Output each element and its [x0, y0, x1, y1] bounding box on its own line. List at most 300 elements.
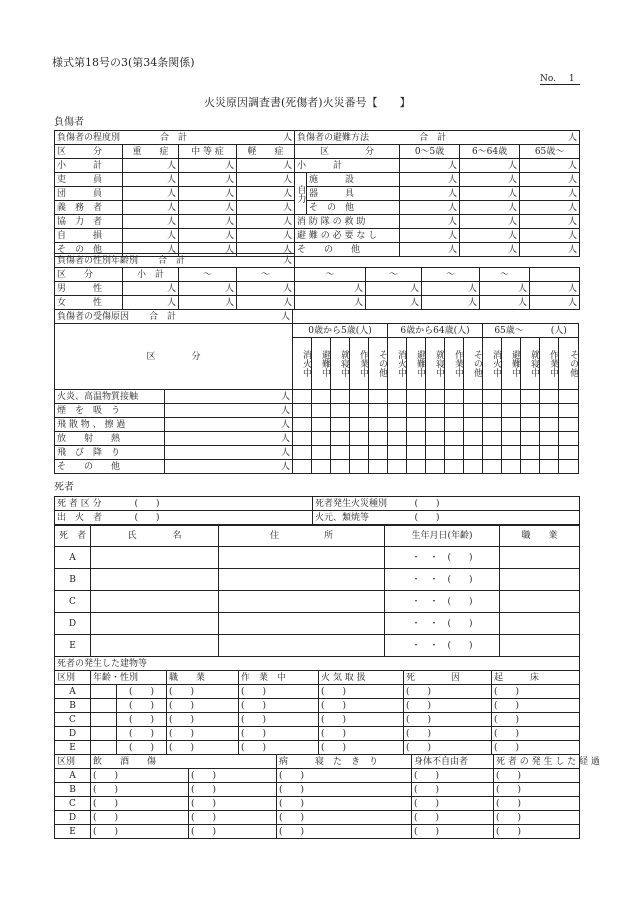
- record-number-label: No.: [540, 74, 556, 84]
- fire-handling-field[interactable]: ( ): [319, 685, 404, 699]
- fire-handling-field[interactable]: ( ): [319, 713, 404, 727]
- value-cell[interactable]: 人: [237, 282, 295, 296]
- table-row: [55, 811, 580, 825]
- working-field[interactable]: ( ): [239, 727, 319, 741]
- address-field[interactable]: [219, 613, 385, 635]
- header-cell: 起 床: [492, 671, 580, 685]
- fire-handling-field[interactable]: ( ): [319, 741, 404, 755]
- header-cell: 重 症: [123, 145, 179, 159]
- row-label: 飛 散 物 、 擦 過: [55, 418, 165, 432]
- value-cell[interactable]: 人: [237, 215, 295, 229]
- circumstance-field[interactable]: ( ): [494, 797, 580, 811]
- activity-header: 作業中: [445, 338, 464, 390]
- value-cell[interactable]: 人: [400, 187, 460, 201]
- cause-title: 負傷者の受傷原因 合 計 人: [55, 310, 293, 324]
- person-id: D: [55, 613, 91, 635]
- gender-title-row: [55, 254, 580, 268]
- value-cell[interactable]: 人: [520, 243, 580, 257]
- row-label: 放 射 熱: [55, 432, 165, 446]
- address-field[interactable]: [219, 635, 385, 657]
- person-id: E: [55, 741, 91, 755]
- row-label: 団 員: [55, 187, 123, 201]
- cause-age-row: [55, 324, 579, 338]
- dob-field[interactable]: ・ ・ ( ): [385, 635, 500, 657]
- occupation-field[interactable]: ( ): [167, 727, 239, 741]
- value-cell[interactable]: 人: [123, 159, 179, 173]
- value-cell[interactable]: 人: [460, 229, 520, 243]
- activity-header: 作業中: [350, 338, 369, 390]
- value-cell[interactable]: 人: [165, 418, 293, 432]
- evac-title: 負傷者の避難方法 合 計 人: [295, 131, 580, 145]
- disability-field[interactable]: ( ): [412, 769, 494, 783]
- activity-header: 消火中: [293, 338, 312, 390]
- form-number: 様式第18号の3(第34条関係): [52, 56, 195, 69]
- person-id: A: [55, 769, 91, 783]
- row-label: そ の 他: [55, 243, 123, 257]
- value-cell[interactable]: 人: [179, 215, 237, 229]
- value-cell[interactable]: 人: [237, 187, 295, 201]
- age-group-header: 65歳～ (人): [483, 324, 579, 338]
- value-cell[interactable]: 人: [520, 215, 580, 229]
- table-row: [55, 390, 579, 404]
- header-cell: 病 寝 た き り: [277, 755, 412, 769]
- injury-field[interactable]: ( ): [189, 783, 277, 797]
- person-id: C: [55, 797, 91, 811]
- header-cell: 6～64歳: [460, 145, 520, 159]
- table-row: [55, 282, 580, 296]
- age-range-cell[interactable]: ～: [366, 268, 422, 282]
- bedridden-field[interactable]: ( ): [277, 797, 412, 811]
- awake-field[interactable]: ( ): [492, 727, 580, 741]
- person-row: [55, 613, 580, 635]
- dead-class-label: 死 者 区 分: [55, 497, 133, 511]
- age-field[interactable]: [91, 699, 117, 713]
- death-cause-field[interactable]: ( ): [404, 685, 492, 699]
- activity-header: その他: [369, 338, 388, 390]
- activity-header: 避難中: [312, 338, 331, 390]
- table-row: [55, 418, 579, 432]
- injury-field[interactable]: ( ): [189, 825, 277, 839]
- header-cell: 年齢・性別: [91, 671, 167, 685]
- value-cell[interactable]: 人: [520, 229, 580, 243]
- value-cell[interactable]: 人: [165, 390, 293, 404]
- header-cell: 区別: [55, 671, 91, 685]
- value-cell[interactable]: 人: [165, 404, 293, 418]
- value-cell[interactable]: 人: [480, 282, 530, 296]
- value-cell[interactable]: 人: [366, 282, 422, 296]
- value-cell[interactable]: 人: [179, 282, 237, 296]
- record-number-value: 1: [568, 74, 575, 84]
- dead-summary-table: [54, 496, 580, 525]
- death-cause-field[interactable]: ( ): [404, 727, 492, 741]
- row-label: そ の 他: [55, 460, 165, 474]
- row-label: 小 計: [55, 159, 123, 173]
- dead-class-field[interactable]: ( ): [133, 497, 313, 511]
- value-cell[interactable]: 人: [237, 243, 295, 257]
- drinking-field[interactable]: ( ): [91, 783, 189, 797]
- activity-header: 就寝中: [331, 338, 350, 390]
- value-cell[interactable]: 人: [366, 296, 422, 310]
- table-row: [55, 229, 580, 243]
- bedridden-field[interactable]: ( ): [277, 825, 412, 839]
- table-row: [55, 404, 579, 418]
- working-field[interactable]: ( ): [239, 713, 319, 727]
- row-label: 男 性: [55, 282, 123, 296]
- drinking-field[interactable]: ( ): [91, 811, 189, 825]
- table-row: [55, 460, 579, 474]
- value-cell[interactable]: 人: [460, 159, 520, 173]
- disability-field[interactable]: ( ): [412, 825, 494, 839]
- person-id: A: [55, 547, 91, 569]
- gender-header-row: [55, 268, 580, 282]
- address-field[interactable]: [219, 591, 385, 613]
- condition-header-row: [55, 755, 580, 769]
- self-evac-label: 自力: [295, 173, 307, 215]
- drinking-field[interactable]: ( ): [91, 825, 189, 839]
- row-label: そ の 他: [295, 243, 400, 257]
- header-cell: 作 業 中: [239, 671, 319, 685]
- age-range-cell[interactable]: ～: [480, 268, 530, 282]
- value-cell[interactable]: 人: [237, 159, 295, 173]
- age-field[interactable]: [91, 685, 117, 699]
- value-cell[interactable]: 人: [480, 296, 530, 310]
- value-cell[interactable]: 人: [400, 229, 460, 243]
- header-cell: 職 業: [167, 671, 239, 685]
- circumstance-field[interactable]: ( ): [494, 825, 580, 839]
- value-cell[interactable]: 人: [460, 215, 520, 229]
- row-label: 吏 員: [55, 173, 123, 187]
- cause-table: [54, 309, 579, 474]
- severity-title-row: [55, 131, 580, 145]
- value-cell[interactable]: 人: [179, 159, 237, 173]
- row-label: 器 具: [307, 187, 400, 201]
- value-cell[interactable]: 人: [460, 187, 520, 201]
- fire-origin-field[interactable]: ( ): [413, 511, 580, 525]
- injury-field[interactable]: ( ): [189, 797, 277, 811]
- condition-table: [54, 754, 600, 839]
- table-row: [55, 159, 580, 173]
- cause-kubun-header: [55, 324, 293, 390]
- occupation-field[interactable]: [500, 613, 580, 635]
- fire-starter-field[interactable]: ( ): [133, 511, 313, 525]
- value-cell[interactable]: 人: [165, 460, 293, 474]
- fire-starter-label: 出 火 者: [55, 511, 133, 525]
- header-cell: 氏 名: [91, 526, 219, 547]
- value-cell[interactable]: 人: [179, 229, 237, 243]
- value-cell[interactable]: 人: [123, 243, 179, 257]
- age-group-header: 6歳から64歳(人): [388, 324, 483, 338]
- value-cell[interactable]: 人: [520, 173, 580, 187]
- table-row: [55, 497, 580, 511]
- person-id: B: [55, 569, 91, 591]
- gender-field[interactable]: ( ): [117, 741, 167, 755]
- age-range-cell[interactable]: ～: [237, 268, 295, 282]
- value-cell[interactable]: 人: [400, 173, 460, 187]
- working-field[interactable]: ( ): [239, 699, 319, 713]
- fire-origin-label: 火元、類焼等: [313, 511, 413, 525]
- awake-field[interactable]: ( ): [492, 741, 580, 755]
- value-cell[interactable]: 人: [237, 296, 295, 310]
- header-cell: 区 分: [55, 145, 123, 159]
- occupation-field[interactable]: ( ): [167, 685, 239, 699]
- value-cell[interactable]: 人: [179, 296, 237, 310]
- gender-field[interactable]: ( ): [117, 699, 167, 713]
- dob-field[interactable]: ・ ・ ( ): [385, 591, 500, 613]
- activity-header: 作業中: [540, 338, 559, 390]
- age-field[interactable]: [91, 727, 117, 741]
- fire-handling-field[interactable]: ( ): [319, 699, 404, 713]
- value-cell[interactable]: 人: [123, 282, 179, 296]
- table-row: [55, 432, 579, 446]
- age-group-header: 0歳から5歳(人): [293, 324, 388, 338]
- value-cell[interactable]: 人: [460, 173, 520, 187]
- header-cell: 区 分: [55, 268, 123, 282]
- occupation-field[interactable]: [500, 569, 580, 591]
- age-range-cell[interactable]: ～: [179, 268, 237, 282]
- person-row: [55, 635, 580, 657]
- bedridden-field[interactable]: ( ): [277, 783, 412, 797]
- severity-title: 負傷者の程度別 合 計 人: [55, 131, 295, 145]
- bedridden-field[interactable]: ( ): [277, 811, 412, 825]
- value-cell[interactable]: 人: [460, 201, 520, 215]
- gender-field[interactable]: ( ): [117, 685, 167, 699]
- value-cell[interactable]: 人: [460, 243, 520, 257]
- row-label: 火炎、高温物質接触: [55, 390, 165, 404]
- death-cause-field[interactable]: ( ): [404, 741, 492, 755]
- dead-section-label: 死者: [54, 482, 74, 493]
- person-id: C: [55, 591, 91, 613]
- header-cell: 軽 症: [237, 145, 295, 159]
- name-field[interactable]: [91, 613, 219, 635]
- circumstance-field[interactable]: ( ): [494, 783, 580, 797]
- header-cell: 死 者 の 発 生 し た 経 過: [494, 755, 580, 769]
- header-cell: 区別: [55, 755, 91, 769]
- age-range-cell[interactable]: ～: [295, 268, 366, 282]
- name-field[interactable]: [91, 569, 219, 591]
- value-cell[interactable]: 人: [123, 215, 179, 229]
- dob-field[interactable]: ・ ・ ( ): [385, 569, 500, 591]
- circumstance-field[interactable]: ( ): [494, 769, 580, 783]
- address-field[interactable]: [219, 547, 385, 569]
- row-label: 避 難 の 必 要 な し: [295, 229, 400, 243]
- value-cell[interactable]: 人: [123, 201, 179, 215]
- value-cell[interactable]: 人: [520, 187, 580, 201]
- activity-header: その他: [559, 338, 579, 390]
- awake-field[interactable]: ( ): [492, 699, 580, 713]
- row-label: そ の 他: [307, 201, 400, 215]
- value-cell[interactable]: 人: [422, 296, 480, 310]
- value-cell[interactable]: 人: [237, 229, 295, 243]
- header-cell: 生年月日(年齢): [385, 526, 500, 547]
- person-row: [55, 547, 580, 569]
- awake-field[interactable]: ( ): [492, 685, 580, 699]
- bedridden-field[interactable]: ( ): [277, 769, 412, 783]
- table-row: [55, 215, 580, 229]
- table-row: [55, 446, 579, 460]
- value-cell[interactable]: 人: [165, 432, 293, 446]
- dob-field[interactable]: ・ ・ ( ): [385, 613, 500, 635]
- table-row: [55, 769, 580, 783]
- value-cell[interactable]: 人: [179, 187, 237, 201]
- header-cell: 65歳～: [520, 145, 580, 159]
- injury-field[interactable]: ( ): [189, 811, 277, 825]
- working-field[interactable]: ( ): [239, 741, 319, 755]
- value-cell[interactable]: 人: [520, 201, 580, 215]
- person-id: E: [55, 825, 91, 839]
- disability-field[interactable]: ( ): [412, 797, 494, 811]
- table-row: [55, 201, 580, 215]
- gender-age-table: [54, 253, 580, 310]
- header-cell: 職 業: [500, 526, 580, 547]
- table-row: [55, 741, 580, 755]
- cause-title-row: [55, 310, 579, 324]
- activity-header: 就寝中: [426, 338, 445, 390]
- table-row: [55, 825, 580, 839]
- header-cell: 身体不自由者: [412, 755, 494, 769]
- building-table: [54, 656, 580, 755]
- blank-cell: [295, 254, 580, 268]
- table-row: [55, 511, 580, 525]
- disability-field[interactable]: ( ): [412, 811, 494, 825]
- occupation-field[interactable]: [500, 591, 580, 613]
- value-cell[interactable]: 人: [123, 173, 179, 187]
- activity-header: 就寝中: [521, 338, 540, 390]
- kubun-label: 区 分: [146, 351, 201, 362]
- drinking-field[interactable]: ( ): [91, 797, 189, 811]
- value-cell[interactable]: 人: [530, 296, 580, 310]
- age-field[interactable]: [91, 741, 117, 755]
- value-cell[interactable]: 人: [530, 282, 580, 296]
- death-cause-field[interactable]: ( ): [404, 713, 492, 727]
- person-id: D: [55, 727, 91, 741]
- death-cause-field[interactable]: ( ): [404, 699, 492, 713]
- disability-field[interactable]: ( ): [412, 783, 494, 797]
- row-label: 協 力 者: [55, 215, 123, 229]
- name-field[interactable]: [91, 635, 219, 657]
- value-cell[interactable]: 人: [165, 446, 293, 460]
- row-label: 施 設: [307, 173, 400, 187]
- severity-header-row: [55, 145, 580, 159]
- age-range-cell[interactable]: ～: [422, 268, 480, 282]
- value-cell[interactable]: 人: [400, 243, 460, 257]
- value-cell[interactable]: 人: [123, 229, 179, 243]
- activity-header: 消火中: [483, 338, 502, 390]
- value-cell[interactable]: 人: [179, 201, 237, 215]
- header-cell: 住 所: [219, 526, 385, 547]
- header-cell: 死 者: [55, 526, 91, 547]
- row-label: 小 計: [295, 159, 400, 173]
- header-cell: 死 因: [404, 671, 492, 685]
- age-range-cell[interactable]: [530, 268, 580, 282]
- person-id: B: [55, 699, 91, 713]
- table-row: [55, 699, 580, 713]
- row-label: 自 損: [55, 229, 123, 243]
- fire-type-label: 死者発生火災種別: [313, 497, 413, 511]
- table-row: [55, 173, 580, 187]
- occupation-field[interactable]: [500, 635, 580, 657]
- value-cell[interactable]: 人: [123, 296, 179, 310]
- activity-header: その他: [464, 338, 483, 390]
- building-header-row: [55, 671, 580, 685]
- page-title: 火災原因調査書(死傷者)火災番号【 】: [204, 96, 411, 109]
- value-cell[interactable]: 人: [179, 243, 237, 257]
- row-label: 消 防 隊 の 救 助: [295, 215, 400, 229]
- activity-header: 避難中: [407, 338, 426, 390]
- value-cell[interactable]: 人: [295, 296, 366, 310]
- gender-field[interactable]: ( ): [117, 727, 167, 741]
- awake-field[interactable]: ( ): [492, 713, 580, 727]
- value-cell[interactable]: 人: [237, 201, 295, 215]
- person-id: A: [55, 685, 91, 699]
- header-cell: 区 分: [295, 145, 400, 159]
- record-number: [540, 74, 580, 85]
- name-field[interactable]: [91, 591, 219, 613]
- row-label: 飛 び 降 り: [55, 446, 165, 460]
- row-label: 義 務 者: [55, 201, 123, 215]
- table-row: [55, 727, 580, 741]
- table-row: [55, 783, 580, 797]
- table-row: [55, 685, 580, 699]
- person-row: [55, 569, 580, 591]
- address-field[interactable]: [219, 569, 385, 591]
- person-id: D: [55, 811, 91, 825]
- header-cell: 飲 酒 傷: [91, 755, 277, 769]
- gender-field[interactable]: ( ): [117, 713, 167, 727]
- injured-section-label: 負傷者: [54, 117, 84, 128]
- working-field[interactable]: ( ): [239, 685, 319, 699]
- injury-field[interactable]: ( ): [189, 769, 277, 783]
- row-label: 女 性: [55, 296, 123, 310]
- building-title: 死者の発生した建物等: [55, 657, 580, 671]
- gender-title: 負傷者の性別年齢別 合 計 人: [55, 254, 295, 268]
- table-row: [55, 713, 580, 727]
- dob-field[interactable]: ・ ・ ( ): [385, 547, 500, 569]
- value-cell[interactable]: 人: [179, 173, 237, 187]
- occupation-field[interactable]: ( ): [167, 699, 239, 713]
- value-cell[interactable]: 人: [400, 159, 460, 173]
- table-row: [55, 296, 580, 310]
- value-cell[interactable]: 人: [520, 159, 580, 173]
- fire-type-field[interactable]: ( ): [413, 497, 580, 511]
- activity-header: 避難中: [502, 338, 521, 390]
- value-cell[interactable]: 人: [422, 282, 480, 296]
- occupation-field[interactable]: [500, 547, 580, 569]
- occupation-field[interactable]: ( ): [167, 741, 239, 755]
- building-title-row: [55, 657, 580, 671]
- row-label: 煙 を 吸 う: [55, 404, 165, 418]
- value-cell[interactable]: 人: [123, 187, 179, 201]
- person-id: E: [55, 635, 91, 657]
- header-cell: 中 等 症: [179, 145, 237, 159]
- value-cell[interactable]: 人: [295, 282, 366, 296]
- circumstance-field[interactable]: ( ): [494, 811, 580, 825]
- header-cell: 火 気 取 扱: [319, 671, 404, 685]
- value-cell[interactable]: 人: [400, 201, 460, 215]
- person-id: B: [55, 783, 91, 797]
- name-field[interactable]: [91, 547, 219, 569]
- drinking-field[interactable]: ( ): [91, 769, 189, 783]
- person-header-row: [55, 526, 580, 547]
- injured-table: [54, 130, 580, 257]
- value-cell[interactable]: 人: [237, 173, 295, 187]
- age-field[interactable]: [91, 713, 117, 727]
- blank-cell: [293, 310, 579, 324]
- table-row: [55, 797, 580, 811]
- fire-handling-field[interactable]: ( ): [319, 727, 404, 741]
- value-cell[interactable]: 人: [400, 215, 460, 229]
- occupation-field[interactable]: ( ): [167, 713, 239, 727]
- table-row: [55, 187, 580, 201]
